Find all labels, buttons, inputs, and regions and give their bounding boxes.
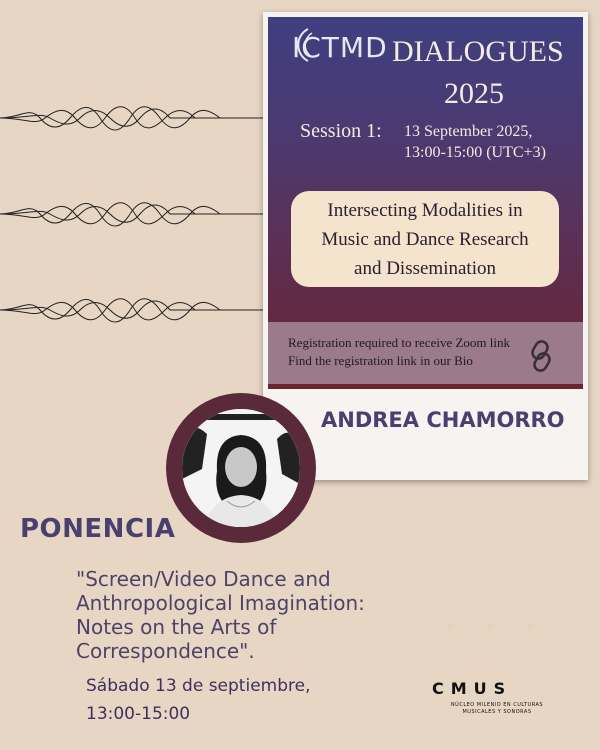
- cmus-subtitle-line: MUSICALES Y SONORAS: [462, 709, 532, 715]
- plus-decoration-icon: +: [526, 618, 535, 634]
- talk-title-line: "Screen/Video Dance and: [76, 567, 331, 591]
- ictmd-logo: ICTMD: [292, 31, 388, 64]
- theme-line: and Dissemination: [354, 257, 496, 279]
- avatar: [166, 393, 316, 543]
- sound-wave-decoration: [0, 98, 270, 138]
- poster-year: 2025: [444, 77, 504, 110]
- registration-banner: [268, 322, 583, 384]
- talk-day: Sábado 13 de septiembre,: [86, 676, 311, 696]
- sound-wave-decoration: [0, 290, 270, 330]
- session-time-line: 13:00-15:00 (UTC+3): [404, 144, 546, 161]
- cmus-subtitle-line: NÚCLEO MILENIO EN CULTURAS: [450, 702, 544, 708]
- talk-heading: PONENCIA: [20, 514, 176, 544]
- link-icon: [526, 339, 556, 373]
- poster-title: DIALOGUES: [392, 35, 564, 68]
- sound-wave-decoration: [0, 194, 270, 234]
- session-date-line: 13 September 2025,: [404, 123, 533, 140]
- session-date: [404, 121, 546, 163]
- talk-title-line: Notes on the Arts of: [76, 615, 277, 639]
- theme-line: Intersecting Modalities in: [327, 199, 523, 221]
- cmus-logo: CMUS: [432, 679, 513, 698]
- speaker-name: ANDREA CHAMORRO: [321, 408, 565, 432]
- registration-text: [288, 334, 510, 370]
- talk-time: 13:00-15:00: [86, 704, 191, 724]
- talk-schedule: [86, 672, 311, 728]
- theme-pill: [291, 191, 559, 287]
- plus-decoration-icon: +: [486, 618, 495, 634]
- speaker-photo: [182, 409, 300, 527]
- talk-title-line: Anthropological Imagination:: [76, 591, 365, 615]
- cmus-subtitle: [432, 702, 562, 716]
- talk-title: [76, 567, 436, 663]
- poster-header: [268, 17, 583, 389]
- theme-line: Music and Dance Research: [321, 228, 529, 250]
- theme-text: [321, 196, 528, 283]
- registration-line: Find the registration link in our Bio: [288, 353, 473, 368]
- plus-decoration-icon: +: [446, 618, 455, 634]
- registration-line: Registration required to receive Zoom link: [288, 335, 511, 350]
- session-label: Session 1:: [300, 120, 382, 142]
- talk-title-line: Correspondence".: [76, 639, 255, 663]
